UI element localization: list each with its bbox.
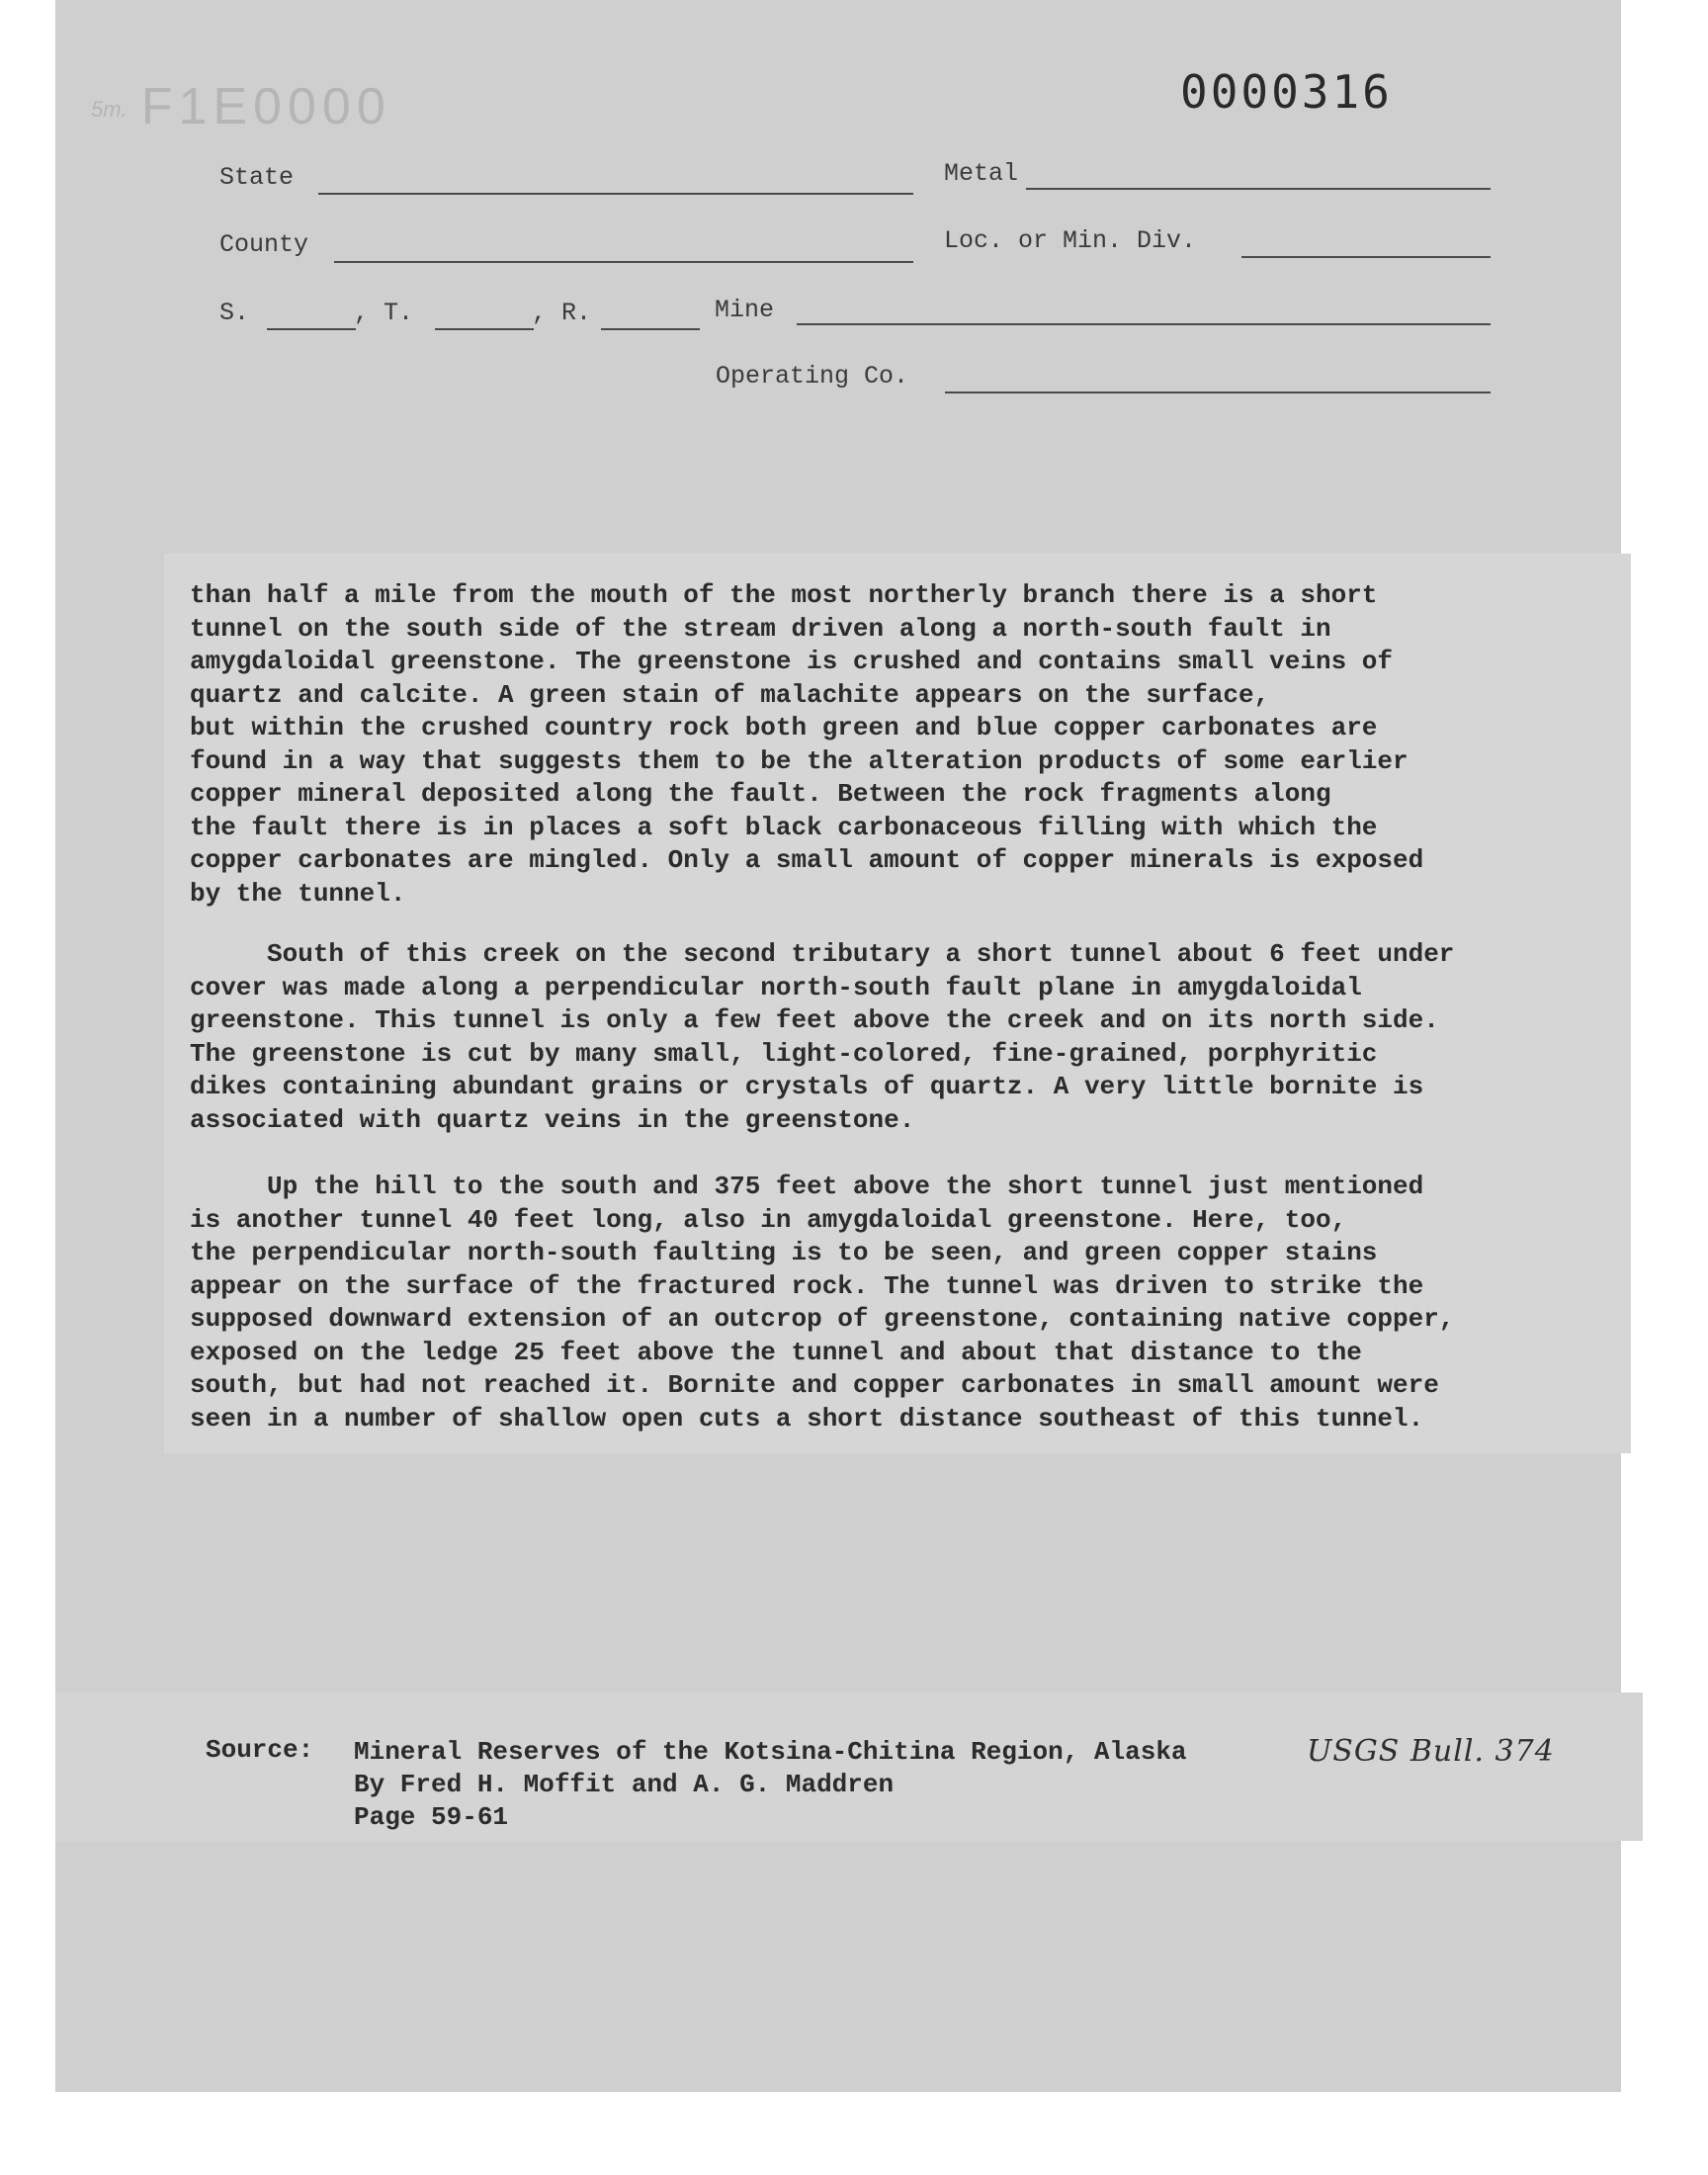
- text-line: seen in a number of shallow open cuts a short distance southeast of this tunnel.: [190, 1403, 1424, 1434]
- source-pages: Page 59-61: [354, 1802, 509, 1832]
- text-line: appear on the surface of the fractured rock. The tunnel was driven to strike the: [190, 1270, 1424, 1301]
- paragraph-1: [190, 579, 1423, 911]
- state-label: State: [219, 163, 295, 192]
- text-line: The greenstone is cut by many small, light-colored, fine-grained, porphyritic: [190, 1038, 1378, 1069]
- text-line: Up the hill to the south and 375 feet above the short tunnel just mentioned: [190, 1172, 1424, 1201]
- text-line: the perpendicular north-south faulting is to be seen, and green copper stains: [190, 1238, 1378, 1267]
- township-field-line: [435, 328, 534, 330]
- section-field-line: [267, 328, 356, 330]
- operating-co-label: Operating Co.: [716, 362, 909, 391]
- mine-label: Mine: [715, 296, 775, 324]
- township-label: , T.: [354, 299, 414, 327]
- text-line: the fault there is in places a soft black carbonaceous filling with which the: [190, 812, 1378, 842]
- text-line: by the tunnel.: [190, 878, 406, 909]
- section-label: S.: [219, 299, 250, 327]
- text-line: found in a way that suggests them to be the alteration products of some earlier: [190, 745, 1409, 776]
- range-label: , R.: [532, 299, 592, 327]
- paragraph-3: [190, 1171, 1454, 1436]
- county-field-line: [334, 261, 913, 263]
- document-number: 0000316: [1180, 65, 1393, 119]
- text-line: tunnel on the south side of the stream driven along a north-south fault in: [190, 613, 1331, 644]
- text-line: but within the crushed country rock both green and blue copper carbonates are: [190, 713, 1378, 742]
- county-label: County: [219, 230, 309, 259]
- text-line: than half a mile from the mouth of the most northerly branch there is a short: [190, 580, 1378, 610]
- text-line: copper mineral deposited along the fault. Between the rock fragments along: [190, 779, 1331, 809]
- handwritten-note: USGS Bull. 374: [1307, 1734, 1555, 1769]
- text-line: quartz and calcite. A green stain of malachite appears on the surface,: [190, 679, 1270, 710]
- metal-field-line: [1026, 188, 1491, 190]
- text-line: South of this creek on the second tributary a short tunnel about 6 feet under: [190, 939, 1455, 969]
- text-line: exposed on the ledge 25 feet above the tunnel and about that distance to the: [190, 1337, 1362, 1367]
- paragraph-2: [190, 938, 1454, 1137]
- stamp-code: F1E0000: [140, 78, 391, 135]
- state-field-line: [318, 193, 913, 195]
- range-field-line: [601, 328, 700, 330]
- text-line: associated with quartz veins in the greenstone.: [190, 1104, 915, 1135]
- stamp-prefix: 5m.: [91, 97, 128, 123]
- text-line: greenstone. This tunnel is only a few feet above the creek and on its north side.: [190, 1005, 1439, 1035]
- source-label: Source:: [206, 1735, 314, 1765]
- loc-min-div-label: Loc. or Min. Div.: [944, 226, 1197, 255]
- text-line: cover was made along a perpendicular north-south fault plane in amygdaloidal: [190, 972, 1362, 1002]
- source-title: Mineral Reserves of the Kotsina-Chitina Region, Alaska: [354, 1737, 1187, 1767]
- loc-min-div-field-line: [1241, 256, 1491, 258]
- operating-co-field-line: [945, 392, 1491, 393]
- text-line: dikes containing abundant grains or crystals of quartz. A very little bornite is: [190, 1072, 1424, 1101]
- text-line: is another tunnel 40 feet long, also in amygdaloidal greenstone. Here, too,: [190, 1204, 1347, 1235]
- source-authors: By Fred H. Moffit and A. G. Maddren: [354, 1770, 895, 1799]
- faded-stamp: [91, 77, 391, 136]
- text-line: south, but had not reached it. Bornite and copper carbonates in small amount were: [190, 1370, 1439, 1400]
- text-line: amygdaloidal greenstone. The greenstone is crushed and contains small veins of: [190, 647, 1393, 676]
- mine-field-line: [797, 323, 1491, 325]
- text-line: supposed downward extension of an outcrop of greenstone, containing native copper,: [190, 1304, 1455, 1334]
- text-line: copper carbonates are mingled. Only a small amount of copper minerals is exposed: [190, 845, 1424, 875]
- metal-label: Metal: [944, 159, 1019, 188]
